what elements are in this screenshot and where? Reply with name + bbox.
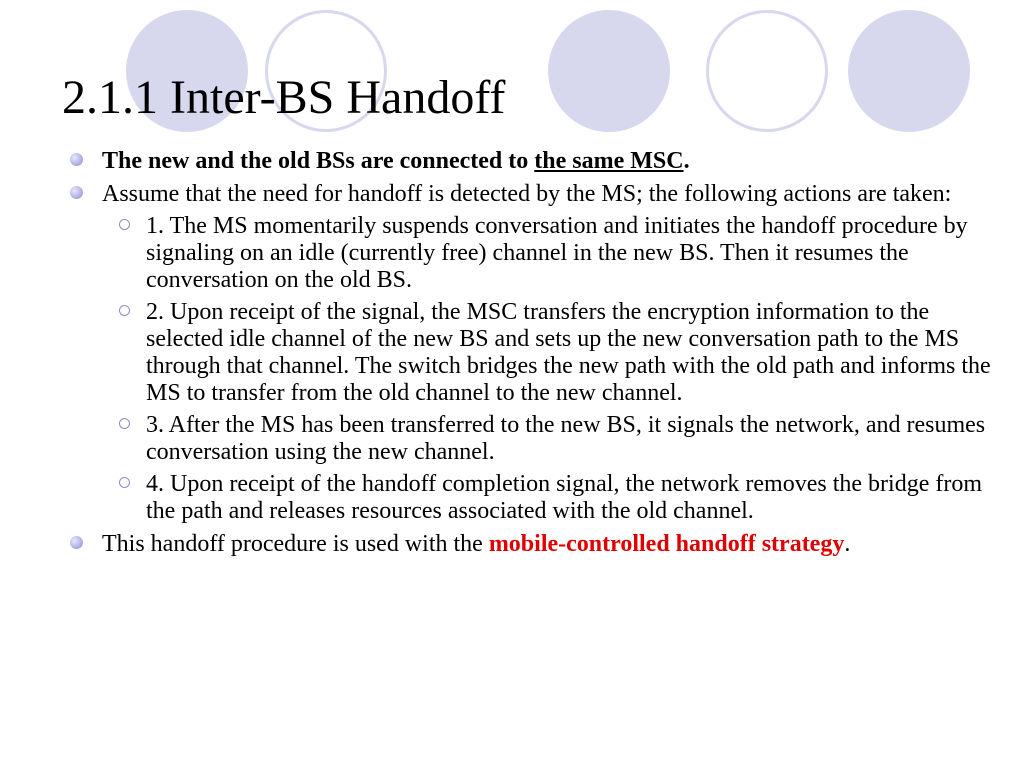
sub-bullet-item <box>102 299 1000 407</box>
sub-bullet-ring-icon <box>119 477 130 488</box>
bullet-suffix: . <box>844 531 851 557</box>
sub-bullet-text: 1. The MS momentarily suspends conversation and initiates the handoff procedure by signaling on an idle (currently free) channel in the new BS. Then it resumes the conversation on the old BS. <box>146 213 968 293</box>
sub-bullet-text: 4. Upon receipt of the handoff completion signal, the network removes the bridge from the path and releases resources associated with the old channel. <box>146 471 982 524</box>
bullet-dot-icon <box>70 186 83 199</box>
bullet-dot-icon <box>70 536 83 549</box>
same-msc-text: the same MSC <box>534 148 684 174</box>
decorative-circle-3 <box>848 10 970 132</box>
bullet-dot-icon <box>70 153 83 166</box>
sub-bullet-item <box>102 412 1000 466</box>
sub-bullet-text: 2. Upon receipt of the signal, the MSC transfers the encryption information to the selected idle channel of the new BS and sets up the new conversation path to the MS through that channel. The switch bridges the new path with the old path and informs the MS to transfer from the old channel to the new channel. <box>146 299 991 406</box>
bullet-text: Assume that the need for handoff is detected by the MS; the following actions are taken: <box>102 181 952 207</box>
bullet-suffix: . <box>683 148 690 174</box>
bullet-list <box>70 148 1000 564</box>
sub-bullet-text: 3. After the MS has been transferred to the new BS, it signals the network, and resumes conversation using the new channel. <box>146 412 986 465</box>
sub-bullet-ring-icon <box>119 305 130 316</box>
sub-bullet-list <box>102 213 1000 525</box>
strategy-highlight: mobile-controlled handoff strategy <box>488 531 845 557</box>
bullet-text: This handoff procedure is used with the <box>102 531 489 557</box>
sub-bullet-item <box>102 213 1000 294</box>
sub-bullet-item <box>102 471 1000 525</box>
decorative-ring-2 <box>706 10 828 132</box>
sub-bullet-ring-icon <box>119 219 130 230</box>
bullet-assume-handoff <box>70 181 1000 525</box>
slide-title: 2.1.1 Inter-BS Handoff <box>62 71 506 124</box>
decorative-circle-2 <box>548 10 670 132</box>
bullet-procedure-strategy <box>70 531 1000 558</box>
bullet-same-msc <box>70 148 1000 175</box>
sub-bullet-ring-icon <box>119 418 130 429</box>
bullet-text: The new and the old BSs are connected to <box>102 148 535 174</box>
